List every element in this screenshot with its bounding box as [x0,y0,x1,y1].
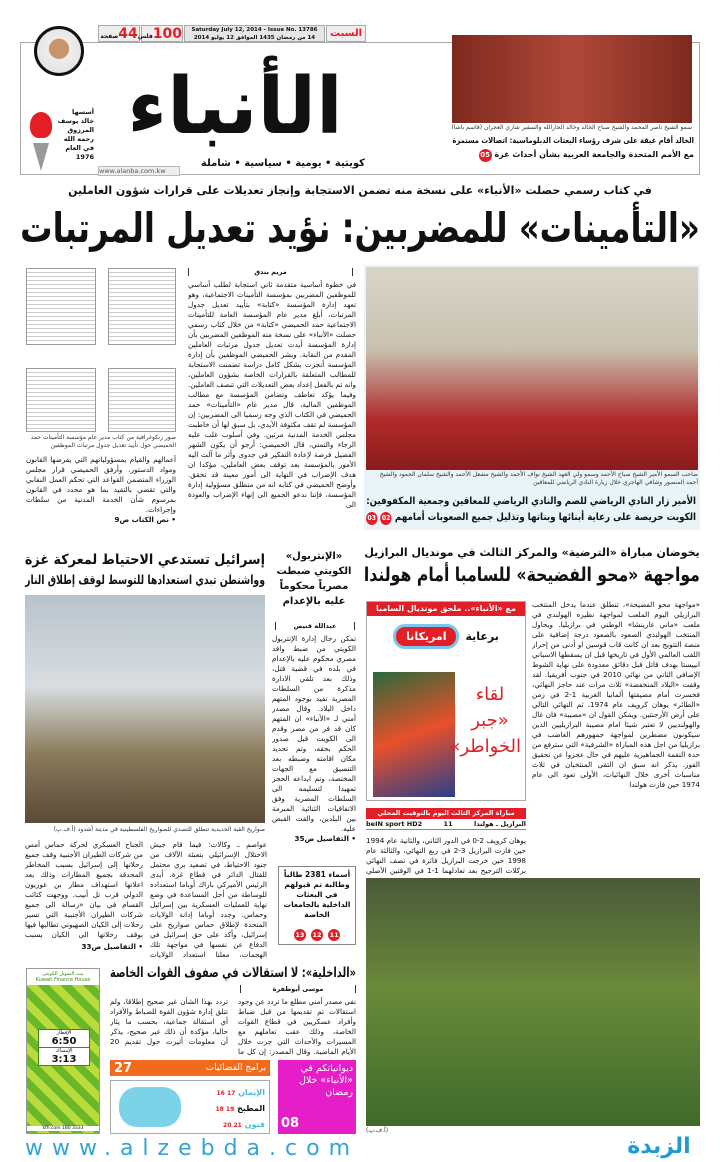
document-image [26,268,96,345]
ad-brand: بيت التمويل الكويتي [42,971,84,977]
photo-credit: (أ.ف.پ) [53,826,76,833]
founder-portrait [34,26,84,76]
headline-line: الكويت حريصة على رعاية أبنائها وبناتها وتذليل جميع الصعوبات أمامهم [394,512,696,523]
founder-text [56,108,94,162]
worldcup-body: «مواجهة محو الفضيحة»، تنطلق عندما يدخل المنتخب البرازيلي اليوم الملعب لمواجهة نظيره الهولندي في ملعب «ماني غارينشا» الوطني في برازيليا. ويحاول المنتخب الهولندي الصعود بالصعود درجة إضافية على منصة التتويج بعد ان كانت قاب قوسين او أدنى من إحراز اللقب العالمي الأول في تاريخها قبل ان يسقطها الاسباني انييستا بهدف قاتل قبل دقائق معدودة على نهاية الشوط الإضافي الثاني من نهائي 2010 في جنوب أفريقيا. لقد وقفت «البلاد المنخفضة» ثلاث مرات عند حاجز النهائي، فخسرت أمام مضيفتها ألمانيا الغربية 1-2 في زمن «الطائر» يوهان كرويف عام 1974، ثم النهائي التالي على أرض الأرجنتين. ويمكن القول ان «مصيبة» فان غال والهولنديين لا تعتبر شيئا امام مصيبة البرازيليين الذين سيكونون مضطرين لمواجهة جمهورهم الغاضب في برازيليا من اجل هذه المباراة «الشرفية» التي سترفع من حدة النقمة الجماهيرية عليهم في حال عجزوا عن تحقيق الفوز. يذكر انه سبق ان التقى المنتخبان في ثلاث مناسبات أخرى خلال النهائيات، الأولى تعود الى عام 1974 حين فازت هولندا [532,600,700,789]
tv-title: برامج الفضائيات [205,1063,266,1073]
match-time: 11 [443,820,453,828]
page-ref-badge: 03 [366,512,377,525]
headline-line: الأمير زار النادي الرياضي للصم والنادي الرياضي للمعاقين وجمعية المكفوفين: [366,496,696,507]
more-link[interactable]: • التفاصيل ص33 [81,942,143,951]
diwaniya-box[interactable] [278,1060,356,1134]
pages-count: 44 [118,26,138,42]
headline-line: مع الأمم المتحدة والجامعة العربية بشأن أحداث غزة [494,150,694,159]
interpol-headline[interactable]: «الإنتربول» الكويتي ضبطت مصرياً محكوماً عليه بالإعدام [276,551,352,607]
headline-line: الخالد أقام غبقة على شرف رؤساء البعثات الدبلوماسية: اتصالات مستمرة [452,136,694,145]
imsak-label: الإمساك [39,1047,89,1054]
page-ref-badge: 11 [329,931,339,939]
tv-item-pages: 21 20 [223,1122,242,1129]
caption-text: سمو الشيخ ناصر المحمد والشيخ صباح الخالد وخالد الجارالله والسفير شاري العجران [483,124,692,131]
body-text: الجناح العسكري لحركة حماس أمس من شركات الطيران الأجنبية وقف جميع رحلاتها إلى إسرائيل بسبب المخاطر المحدقة بجميع المطارات وذلك بعد اعلانها استهداف مطار بن غوريون الدولي قرب تل أبيب. ووجهت كتائب القسام في بيان «رسالة الى جميع شركات الطيران الأجنبية التي تسير رحلات إلى الكيان الصهيوني تطالبها فيها بوقف رحلاتها الى الكيان بسبب [25,840,143,939]
students-text: أسماء 2381 طالباً وطالبة تم قبولهم في البعثات الداخلية بالجامعات الخاصة [283,870,351,919]
founder-line: أسسها [72,108,94,116]
founder-line: خالد يوسف [57,117,94,125]
worldcup-photo [366,878,700,1126]
promo-box[interactable] [366,601,526,801]
ramadan-cloud-icon [119,1087,181,1127]
document-image [108,268,176,345]
imsak-time: 3:13 [51,1054,77,1065]
israel-headline[interactable] [25,550,265,590]
sponsor-logo: امريكانا [393,624,459,649]
worldcup-photo-credit: (أ.ف.پ) [366,1127,389,1134]
top-story-caption [452,124,692,132]
tv-item[interactable] [185,1101,265,1117]
students-box[interactable] [278,866,356,945]
price-unit: فلس [137,33,153,40]
founder-line: 1976 [75,153,94,161]
interpol-byline: عبدالله قنيص [275,622,355,630]
slogan: كويتية • يومية • سياسية • شاملة [200,158,365,169]
watermark-url: www.alzebda.com [25,1136,360,1161]
sponsor-label: برعاية [465,630,499,643]
diwaniya-page: 08 [281,1116,300,1131]
body-text: أعمالهم والقيام بمسؤولياتهم التي يفرضها القانون ومواد الدستور. وأرفق الحميضي قرار مجلس الوزراء المتضمن القواعد التي تحكم العمل النقابي والتي تقضي بالتقيد بما هو محدد في القانون بمرسوم شأن الخدمة المدنية من سلطات وإجراءات. [26,455,176,514]
date-ar: 14 من رمضان 1435 الموافق 12 يوليو 2014 [193,35,316,41]
page-ref-badge: 05 [479,149,492,162]
worldcup-body-cont: يوهان كرويف 2-0 في الدور الثاني، والثانية عام 1994 حين فازت البرازيل 3-2 في ربع النهائي، والثالثة عام 1998 حين خرجت البرازيل فائزة في نصف النهائي بركلات الترجيح بعد تعادلهما 1-1 في الوقتين الأصلي [366,836,526,875]
price-box [137,25,183,42]
supplement-cover [373,672,455,797]
lead-byline: مريم بندق [188,268,353,276]
interpol-body [272,634,356,860]
worldcup-headline[interactable]: مواجهة «محو الفضيحة» للسامبا أمام هولندا [363,564,700,586]
ad-contact: kfh.com 180 3333 [27,1126,99,1131]
kfh-ad[interactable] [26,968,100,1134]
match-bar: مباراة المركز الثالث اليوم بالتوقيت المحلي [366,808,526,819]
iftar-time: 6:50 [51,1036,77,1047]
match-channel: beIN sport HD2 [366,820,423,828]
pages-unit: صفحة [100,33,119,40]
photo-credit: (قاسم باشا) [451,124,483,131]
amir-photo [366,267,698,470]
tv-page: 27 [114,1060,133,1076]
page-ref-badge: 12 [312,931,322,939]
israel-body: عواصم ـ وكالات: فيما قام جيش الاحتلال الإسرائيلي بتعبئة الآلاف من جنود الاحتياط، في تصعيد بري محتمل للقتال الدائر في قطاع غزة، أبدى الرئيس الأميركي باراك أوباما استعداده للوساطة من أجل المساعدة في وضع نهاية للعمليات العسكرية بين إسرائيل وحماس. وجدد أوباما إدانة الولايات المتحدة لإطلاق حماس صواريخ على إسرائيل، وأكد على حق إسرائيل في الدفاع عن نفسها في مواجهة تلك الهجمات، معلنا استعداد الولايات [150,840,267,959]
tv-box [110,1080,270,1134]
worldcup-kicker: يخوضان مباراة «الترضية» والمركز الثالث في مونديال البرازيل [364,546,700,559]
top-story-photo [452,35,692,123]
lead-kicker: في كتاب رسمي حصلت «الأنباء» على نسخة منه تضمن الاستجابة وإنجاز تعديلات على قرارات شؤون العاملين [68,184,652,197]
tv-item-name: المطبخ [237,1104,265,1113]
lead-body: في خطوة أساسية متقدمة ثاني استجابة لطلب أساسي للموظفين المضربين بمؤسسة التأمينات الاجتماعية، وهو تعهد إدارة المؤسسة «كتابة» بتأييد تعديل جدول المرتبات، أبلغ مدير عام المؤسسة العامة للتأمينات الاجتماعية حمد الحميضي «كتابة» من خلال كتاب رسمي حصلت «الأنباء» على نسخة منه الموظفين المضربين بأن إدارة المؤسسة أيدت تعديل جدول مرتبات العاملين المقدم من النقابة. وبشر الحميضي الموظفين بأن إدارة المؤسسة أنجزت بشكل كامل دراسة تضمنت الاستجابة للمطالب المتعلقة بالقرارات الخاصة بشؤون العاملين، وانه تم بالفعل إعداد بعض التعديلات التي تنصف العاملين. وفيما يؤكد تعاطف وتضامن المؤسسة مع مطالب الموظفين المالية، قال مدير عام «التأمينات» حمد الحميضي في الكتاب الذي وجه رسميا الى المضربين: إن المؤسسة لم تقف مكتوفة الأيدي، بل سبق لها أن خاطبت مجلس الخدمة المدنية مرتين. وفي أسلوب غلب عليه الرجاء والتمني، قال الحميضي: أرجو أن يكون الشهر الفضيل فرصة لإعادة التفكير في جدوى وأثر ما آلت اليه الأمور بالمؤسسة بعد توقف بعض العاملين، مؤكدا ان هدف الإضراب في النهاية الى أمور معينة قد تحقق. وأوضح الحميضي في كتابه انه من منطلق مسؤولية إدارة المؤسسة، فإننا ندعو الجميع الى إنهاء الإضراب والعودة الى [188,280,356,509]
document-image [26,368,96,432]
lead-body-cont [26,455,176,533]
flame-icon [30,112,52,138]
date-en: Saturday July 12, 2014 - Issue No. 13786 [191,27,318,33]
iftar-label: الإفطار [56,1030,72,1036]
match-row [366,820,526,830]
founder-line: في العام [65,144,94,152]
interior-headline[interactable]: «الداخلية»: لا استقالات في صفوف القوات الخاصة [109,965,357,981]
interior-byline: موسى أبوطفرة [240,985,356,993]
amir-caption: صاحب السمو الأمير الشيخ صباح الأحمد وسمو ولي العهد الشيخ نواف الأحمد والشيخ مشعل الأحمد والشيخ سلمان الحمود والشيخ أحمد المنصور وشافي الهاجري خلال زيارة النادي الرياضي للمعاقين [379,471,698,486]
document-image [108,368,176,432]
body-text: تمكن رجال إدارة الإنتربول الكويتي من ضبط وافد مصري محكوم عليه بالإعدام في بلده في قضية قتل، وذلك بعد تلقي الادارة مذكرة من السلطات المصرية تفيد بوجود المتهم داخل البلاد. وقال مصدر أمني لـ «الأنباء» ان المتهم كان قد فر من مصر وقدم الى الكويت قبل صدور الحكم بحقه، وتم تحديد مكان اقامته وضبطه بعد التنسيق مع الجهات المختصة، وتم ايداعه الحجز تمهيدا لتسليمه الى السلطات المصرية وفق الاتفاقيات الثنائية المبرمة بين البلدين، والقت القبض عليه. [272,634,356,833]
diwaniya-text: ديوانياتكم في «الأنباء» خلال رمضان [298,1063,353,1098]
founder-line: رحمه الله [63,135,94,143]
interior-body: نفى مصدر أمني مطلع ما تردد عن وجود استقالات تم تقديمها من قبل ضباط وأفراد عسكريين في قطاع القوات الخاصة، وذلك عقب تعاملهم مع المسيرات والأحداث التي جرت خلال الأيام الماضية. وقال المصدر: إن كل ما تردد بهذا الشأن غير صحيح إطلاقا، ولم تتلق إدارة شؤون القوة للضباط والأفراد أي استقالة جماعية، بحسب ما يثار حاليا، مؤكدة أن ذلك غير صحيح، يذكر أن معلومات أثيرت حول تقديم 20 [110,997,356,1056]
promo-quote: لقاء «جبر الخواطر» [449,684,521,757]
watermark-logo: الزبدة [627,1134,691,1159]
tv-item[interactable] [185,1117,265,1133]
website-link[interactable]: www.alanba.com.kw [98,166,180,176]
top-story-headline[interactable] [452,134,694,162]
lead-headline[interactable]: «التأمينات» للمضربين: نؤيد تعديل المرتبات [20,204,700,252]
price: 100 [152,26,182,42]
amir-headline[interactable] [366,494,696,526]
caption-text: صواريخ القبة الحديدية تنطلق للتصدي للصواريخ الفلسطينية في مدينة أشدود [77,826,265,833]
tv-item-name: الإيمان [238,1088,265,1097]
page-ref-badge: 13 [295,931,305,939]
founder-line: المرزوق [67,126,94,134]
israel-caption [25,826,265,834]
more-link[interactable]: • التفاصيل ص35 [294,834,356,843]
tv-bar[interactable] [110,1060,270,1076]
israel-photo [25,595,265,823]
document-caption: صور زنكوغرافية من كتاب مدير عام مؤسسة التأمينات حمد الحميضي حول تأييد تعديل جدول مرتبات الموظفين [30,434,176,449]
tv-item-pages: 17 16 [216,1090,236,1097]
page-ref-badge: 02 [380,512,391,525]
match-teams: البرازيل ـ هولندا [474,820,526,828]
tv-item-pages: 19 18 [215,1106,235,1113]
logo: الأنباء [127,62,343,152]
date-box [184,25,325,42]
tv-item[interactable] [185,1085,265,1101]
promo-banner: مع «الأنباء».. ملحق مونديال السامبا [367,602,525,616]
israel-body-cont [25,840,143,940]
headline-line: وواشنطن تبدي استعدادها للتوسط لوقف إطلاق النار [25,572,265,587]
more-link[interactable]: • نص الكتاب ص9 [114,515,176,524]
ad-brand-en: Kuwait Finance House [35,977,91,983]
headline-line: إسرائيل تستدعي الاحتياط لمعركة غزة [24,552,266,568]
day-box: السبت [326,25,366,42]
tv-item-name: فنون [244,1120,265,1129]
pages-box [98,25,140,42]
